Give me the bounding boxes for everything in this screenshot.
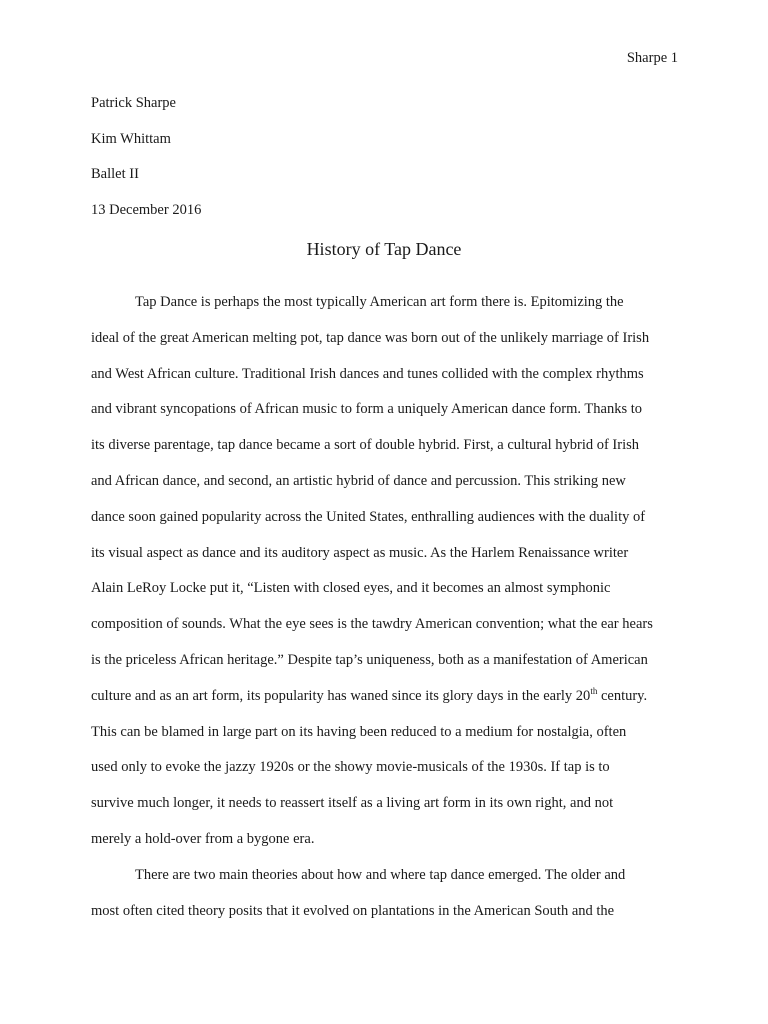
- line-text: culture and as an art form, its popularity has waned since its glory days in the early 20: [91, 687, 591, 704]
- paragraph-line: and West African culture. Traditional Irish dances and tunes collided with the complex rhythms: [91, 365, 644, 382]
- paragraph-line: There are two main theories about how and where tap dance emerged. The older and: [135, 866, 626, 883]
- paragraph-line: composition of sounds. What the eye sees is the tawdry American convention; what the ear hears: [91, 616, 653, 633]
- paragraph-line: Alain LeRoy Locke put it, “Listen with closed eyes, and it becomes an almost symphonic: [91, 580, 611, 597]
- paragraph-line: survive much longer, it needs to reassert itself as a living art form in its own right, and not: [91, 795, 614, 812]
- paragraph-line: [91, 686, 679, 722]
- paragraph-line: its visual aspect as dance and its auditory aspect as music. As the Harlem Renaissance writer: [91, 544, 629, 561]
- paragraph-line: its diverse parentage, tap dance became a sort of double hybrid. First, a cultural hybrid of Irish: [91, 437, 640, 454]
- mla-heading: [91, 93, 201, 235]
- ordinal-superscript: th: [590, 685, 598, 696]
- paragraph-line: Tap Dance is perhaps the most typically American art form there is. Epitomizing the: [135, 294, 624, 310]
- document-title: History of Tap Dance: [306, 239, 462, 259]
- paragraph-line: dance soon gained popularity across the United States, enthralling audiences with the duality of: [91, 508, 646, 525]
- paragraph-line: merely a hold-over from a bygone era.: [91, 830, 315, 847]
- paragraph-line: is the priceless African heritage.” Despite tap’s uniqueness, both as a manifestation of American: [91, 651, 648, 668]
- paragraph-line: This can be blamed in large part on its having been reduced to a medium for nostalgia, often: [91, 723, 627, 740]
- date: 13 December 2016: [91, 201, 202, 218]
- paragraph-line: ideal of the great American melting pot, tap dance was born out of the unlikely marriage of Irish: [91, 329, 650, 346]
- course-name: Ballet II: [91, 166, 139, 182]
- instructor-name: Kim Whittam: [91, 130, 171, 147]
- author-name: Patrick Sharpe: [91, 95, 176, 111]
- paragraph-line: used only to evoke the jazzy 1920s or the showy movie-musicals of the 1930s. If tap is to: [91, 759, 610, 776]
- line-text: century.: [600, 687, 648, 704]
- paragraph-line: and African dance, and second, an artistic hybrid of dance and percussion. This striking new: [91, 472, 626, 489]
- paragraph-line: most often cited theory posits that it evolved on plantations in the American South and the: [91, 902, 615, 919]
- body-text: [91, 292, 679, 936]
- running-header: Sharpe 1: [626, 50, 678, 66]
- paragraph-line: and vibrant syncopations of African music to form a uniquely American dance form. Thanks to: [91, 401, 642, 418]
